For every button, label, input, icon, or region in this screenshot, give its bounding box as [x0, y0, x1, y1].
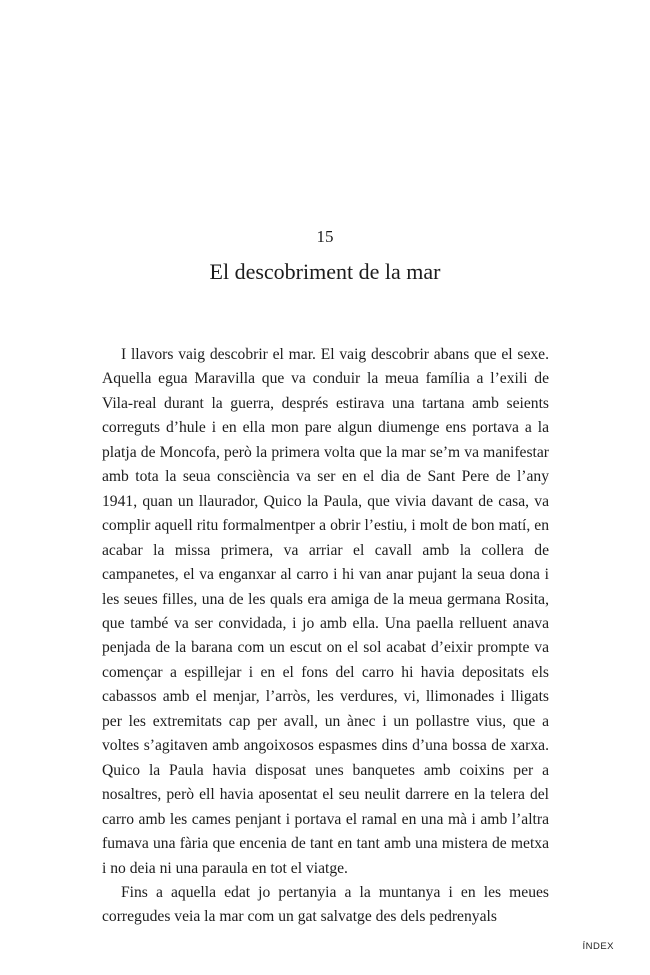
paragraph: Fins a aquella edat jo pertanyia a la muntanya i en les meues corregudes veia la mar com un gat salvatge des dels pedrenyals [102, 883, 549, 926]
index-link[interactable]: ÍNDEX [582, 941, 614, 952]
chapter-number: 15 [316, 227, 334, 246]
paragraph: I llavors vaig descobrir el mar. El vaig descobrir abans que el sexe. Aquella egua Maravilla que va conduir la meua família a l’exili de Vila-real durant la guerra, després estirava una tartana amb seients correguts d’hule i en ella mon pare algun diumenge ens portava a la platja de Moncofa, però la primera volta que la mar se’m va manifestar amb tota la seua consciència va ser en el dia de Sant Pere de l’any 1941, quan un llaurador, Quico la Paula, que vivia davant de casa, va complir aquell ritu formalmentper a obrir l’estiu, i molt de bon matí, en acabar la missa primera, va arriar el cavall amb la collera de campanetes, el va enganxar al carro i hi van anar pujant la seua dona i les seues filles, una de les quals era amiga de la meua germana Rosita, que també va ser convidada, i jo amb ella. Una paella relluent anava penjada de la barana com un escut on el sol acabat d’eixir prompte va començar a espillejar i en el fons del carro hi havia depositats els cabassos amb el menjar, l’arròs, les verdures, vi, llimonades i lligats per les extremitats cap per avall, un ànec i un pollastre vius, que a voltes s’agitaven amb angoixosos espasmes dins d’una bossa de xarxa. Quico la Paula havia disposat unes banquetes amb coixins per a nosaltres, però ell havia aposentat el seu neulit darrere en la telera del carro amb les cames penjant i portava el ramal en una mà i amb l’altra fumava una fària que encenia de tant en tant amb una mistera de metxa i no deia ni una paraula en tot el viatge. [102, 346, 549, 877]
chapter-body [102, 343, 549, 930]
chapter-title: El descobriment de la mar [209, 259, 441, 284]
